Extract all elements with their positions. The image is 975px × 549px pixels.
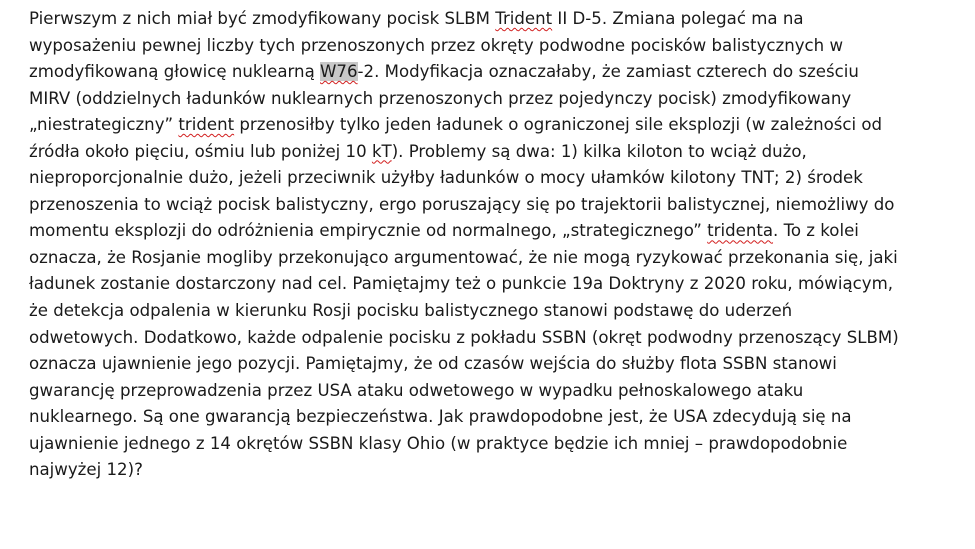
- text-line: [29, 218, 975, 245]
- text-run: odwetowych. Dodatkowo, każde odpalenie pocisku z pokładu SSBN (okręt podwodny przenoszący SLBM): [29, 327, 899, 347]
- text-run: źródła około pięciu, ośmiu lub poniżej 10: [29, 141, 372, 161]
- text-run: ). Problemy są dwa: 1) kilka kiloton to wciąż dużo,: [391, 141, 807, 161]
- body-paragraph[interactable]: [29, 6, 975, 484]
- text-line: [29, 33, 975, 60]
- highlighted-word: W76: [320, 62, 358, 82]
- text-line: [29, 192, 975, 219]
- text-run: najwyżej 12)?: [29, 460, 143, 480]
- text-run: II D-5. Zmiana polegać ma na: [552, 9, 804, 28]
- text-run: że detekcja odpalenia w kierunku Rosji pocisku balistycznego stanowi podstawę do uderzeń: [29, 301, 793, 321]
- text-line: [29, 165, 975, 192]
- text-run: przenoszenia to wciąż pocisk balistyczny, ergo poruszający się po trajektorii balistycznej, niemożliwy do: [29, 194, 895, 214]
- text-run: nieproporcjonalnie dużo, jeżeli przeciwnik użyłby ładunków o mocy ułamków kilotony TNT; 2) środek: [29, 168, 863, 188]
- spellcheck-flagged-word: trident: [178, 115, 235, 135]
- text-run: wyposażeniu pewnej liczby tych przenoszonych przez okręty podwodne pocisków balistycznych w: [29, 35, 844, 55]
- text-run: oznacza, że Rosjanie mogliby przekonująco argumentować, że nie mogą ryzykować przekonania się, jaki: [29, 247, 898, 267]
- spellcheck-flagged-word: kT: [371, 141, 392, 161]
- text-run: . To z kolei: [773, 221, 859, 241]
- text-run: Pierwszym z nich miał być zmodyfikowany pocisk SLBM: [29, 9, 496, 28]
- text-run: ujawnienie jednego z 14 okrętów SSBN klasy Ohio (w praktyce będzie ich mniej – prawdopodobnie: [29, 433, 848, 453]
- text-line: [29, 457, 975, 484]
- text-run: przenosiłby tylko jeden ładunek o ograniczonej sile eksplozji (w zależności od: [234, 115, 883, 135]
- text-line: [29, 245, 975, 272]
- text-run: zmodyfikowaną głowicę nuklearną: [29, 62, 321, 82]
- text-run: oznacza ujawnienie jego pozycji. Pamiętajmy, że od czasów wejścia do służby flota SSBN stanowi: [29, 354, 837, 374]
- text-line: [29, 271, 975, 298]
- text-run: nuklearnego. Są one gwarancją bezpieczeństwa. Jak prawdopodobne jest, że USA zdecydują się na: [29, 407, 852, 427]
- text-run: momentu eksplozji do odróżnienia empirycznie od normalnego, „strategicznego”: [29, 221, 708, 241]
- text-line: [29, 404, 975, 431]
- text-line: [29, 378, 975, 405]
- spellcheck-flagged-word: tridenta: [707, 221, 774, 241]
- text-run: MIRV (oddzielnych ładunków nuklearnych przenoszonych przez pojedynczy pocisk) zmodyfikowany: [29, 88, 852, 108]
- text-line: [29, 298, 975, 325]
- text-line: [29, 86, 975, 113]
- spellcheck-flagged-word: Trident: [495, 9, 553, 28]
- text-line: [29, 6, 975, 33]
- text-run: gwarancję przeprowadzenia przez USA ataku odwetowego w wypadku pełnoskalowego ataku: [29, 380, 804, 400]
- text-run: -2. Modyfikacja oznaczałaby, że zamiast czterech do sześciu: [357, 62, 859, 82]
- text-line: [29, 325, 975, 352]
- text-line: [29, 112, 975, 139]
- text-line: [29, 59, 975, 86]
- text-run: „niestrategiczny”: [29, 115, 179, 135]
- text-line: [29, 351, 975, 378]
- text-run: ładunek zostanie dostarczony nad cel. Pamiętajmy też o punkcie 19a Doktryny z 2020 roku, mówiącym,: [29, 274, 894, 294]
- text-line: [29, 431, 975, 458]
- text-line: [29, 139, 975, 166]
